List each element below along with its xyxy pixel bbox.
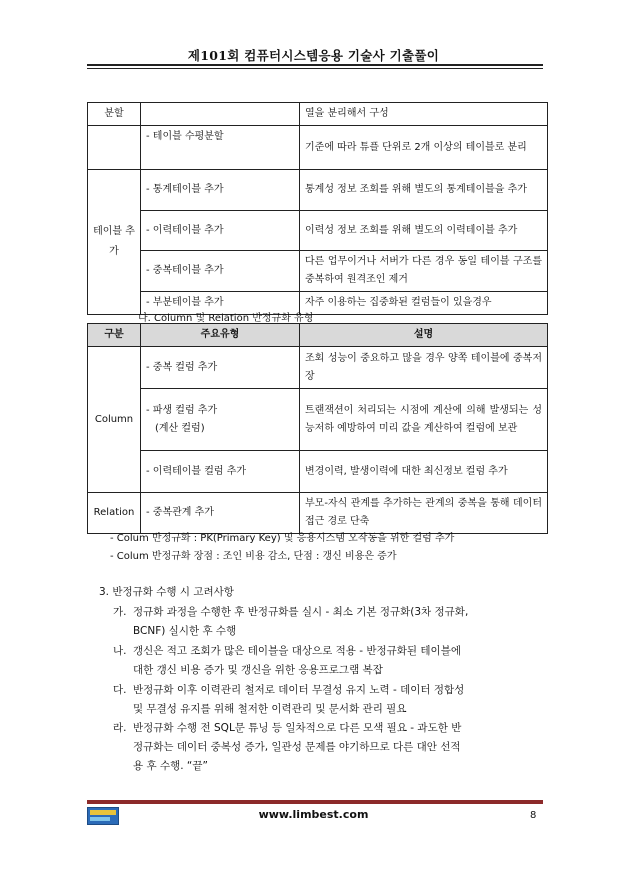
table-cell-type (141, 389, 300, 451)
table-row (88, 170, 548, 211)
list-item-text: 반정규화 수행 전 SQL문 튜닝 등 일차적으로 다른 모색 필요 - 과도한 반 (133, 722, 462, 734)
table-cell-description: 자주 이용하는 집중화된 컬럼들이 있을경우 (300, 292, 548, 315)
title-rule (87, 64, 543, 66)
table-cell-description: 이력성 정보 조회를 위해 별도의 이력테이블 추가 (300, 211, 548, 251)
table-cell-category (88, 126, 141, 170)
list-item (113, 603, 543, 641)
table-row (88, 347, 548, 389)
table-row (88, 211, 548, 251)
list-item (113, 719, 543, 776)
title-rule-thin (87, 68, 543, 69)
table-cell-type: - 이력테이블 컬럼 추가 (141, 451, 300, 493)
table-cell-category: 테이블 추가 (88, 170, 141, 315)
table-cell-type-subline: (계산 컬럼) (155, 422, 205, 434)
footer-url: www.limbest.com (258, 808, 369, 821)
list-item-text-cont: BCNF) 실시한 후 수행 (133, 625, 237, 637)
table-row (88, 251, 548, 292)
table-cell-description: 조회 성능이 중요하고 많을 경우 양쪽 테이블에 중복저장 (300, 347, 548, 389)
table-caption: 나. Column 및 Relation 반정규화 유형 (138, 313, 314, 324)
table-cell-category: 분할 (88, 103, 141, 126)
list-item-text: 갱신은 적고 조회가 많은 테이블을 대상으로 적용 - 반정규화된 테이블에 (133, 645, 461, 657)
list-item (113, 642, 543, 680)
list-item-label: 나. (113, 645, 127, 657)
table-cell-description: 다른 업무이거나 서버가 다른 경우 동일 테이블 구조를 중복하여 원격조인 제거 (300, 251, 548, 292)
table-cell-type: - 통계테이블 추가 (141, 170, 300, 211)
note-line: - Colum 반정규화 : PK(Primary Key) 및 응용시스템 오작동을 위한 컬럼 추가 (110, 533, 455, 544)
table-cell-description: 기준에 따라 튜플 단위로 2개 이상의 테이블로 분리 (300, 126, 548, 170)
table-header-description: 설명 (300, 324, 548, 347)
table-cell-type-line: - 파생 컬럼 추가 (146, 404, 218, 416)
table-cell-description: 열을 분리해서 구성 (300, 103, 548, 126)
table-cell-type: - 테이블 수평분할 (141, 126, 300, 170)
page-number: 8 (530, 810, 537, 821)
table-cell-description: 변경이력, 발생이력에 대한 최신정보 컬럼 추가 (300, 451, 548, 493)
section-heading: 3. 반정규화 수행 시 고려사항 (99, 586, 234, 598)
footer-rule (87, 800, 543, 804)
page-title: 제101회 컴퓨터시스템응용 기술사 기출풀이 (187, 48, 440, 63)
denormalization-table-2 (87, 323, 548, 534)
table-header-row (88, 324, 548, 347)
denormalization-table-1 (87, 102, 548, 315)
table-cell-description: 트랜잭션이 처리되는 시점에 계산에 의해 발생되는 성능저하 예방하여 미리 값을 계산하여 컬럼에 보관 (300, 389, 548, 451)
table-cell-description: 부모-자식 관계를 추가하는 관계의 중복을 통해 데이터 접근 경로 단축 (300, 493, 548, 534)
table-cell-type: - 중복 컬럼 추가 (141, 347, 300, 389)
table-cell-category: Relation (88, 493, 141, 534)
list-item (113, 681, 543, 719)
table-cell-type: - 중복관계 추가 (141, 493, 300, 534)
table-cell-category: Column (88, 347, 141, 493)
list-item-label: 라. (113, 722, 127, 734)
table-header-category: 구분 (88, 324, 141, 347)
table-cell-type: - 이력테이블 추가 (141, 211, 300, 251)
list-item-label: 가. (113, 606, 127, 618)
table-cell-type: - 중복테이블 추가 (141, 251, 300, 292)
list-item-text: 반정규화 이후 이력관리 철저로 데이터 무결성 유지 노력 - 데이터 정합성 (133, 684, 465, 696)
list-item-text-cont: 대한 갱신 비용 증가 및 갱신을 위한 응용프로그램 복잡 (133, 664, 383, 676)
note-line: - Colum 반정규화 장점 : 조인 비용 감소, 단점 : 갱신 비용은 증가 (110, 551, 397, 562)
table-row (88, 493, 548, 534)
table-header-type: 주요유형 (141, 324, 300, 347)
table-cell-description: 통계성 정보 조회를 위해 별도의 통계테이블을 추가 (300, 170, 548, 211)
table-row (88, 126, 548, 170)
list-item-text-cont: 및 무결성 유지를 위해 철저한 이력관리 및 문서화 관리 필요 (133, 703, 407, 715)
table-row (88, 103, 548, 126)
table-cell-type: - 부분테이블 추가 (141, 292, 300, 315)
table-row (88, 451, 548, 493)
list-item-text: 정규화 과정을 수행한 후 반정규화를 실시 - 최소 기본 정규화(3차 정규화, (133, 606, 469, 618)
list-item-text-cont: 정규화는 데이터 중복성 증가, 일관성 문제를 야기하므로 다른 대안 선적 (133, 741, 461, 753)
list-item-label: 다. (113, 684, 127, 696)
list-item-text-cont: 용 후 수행. “끝” (133, 760, 208, 772)
table-row (88, 389, 548, 451)
table-cell-type (141, 103, 300, 126)
